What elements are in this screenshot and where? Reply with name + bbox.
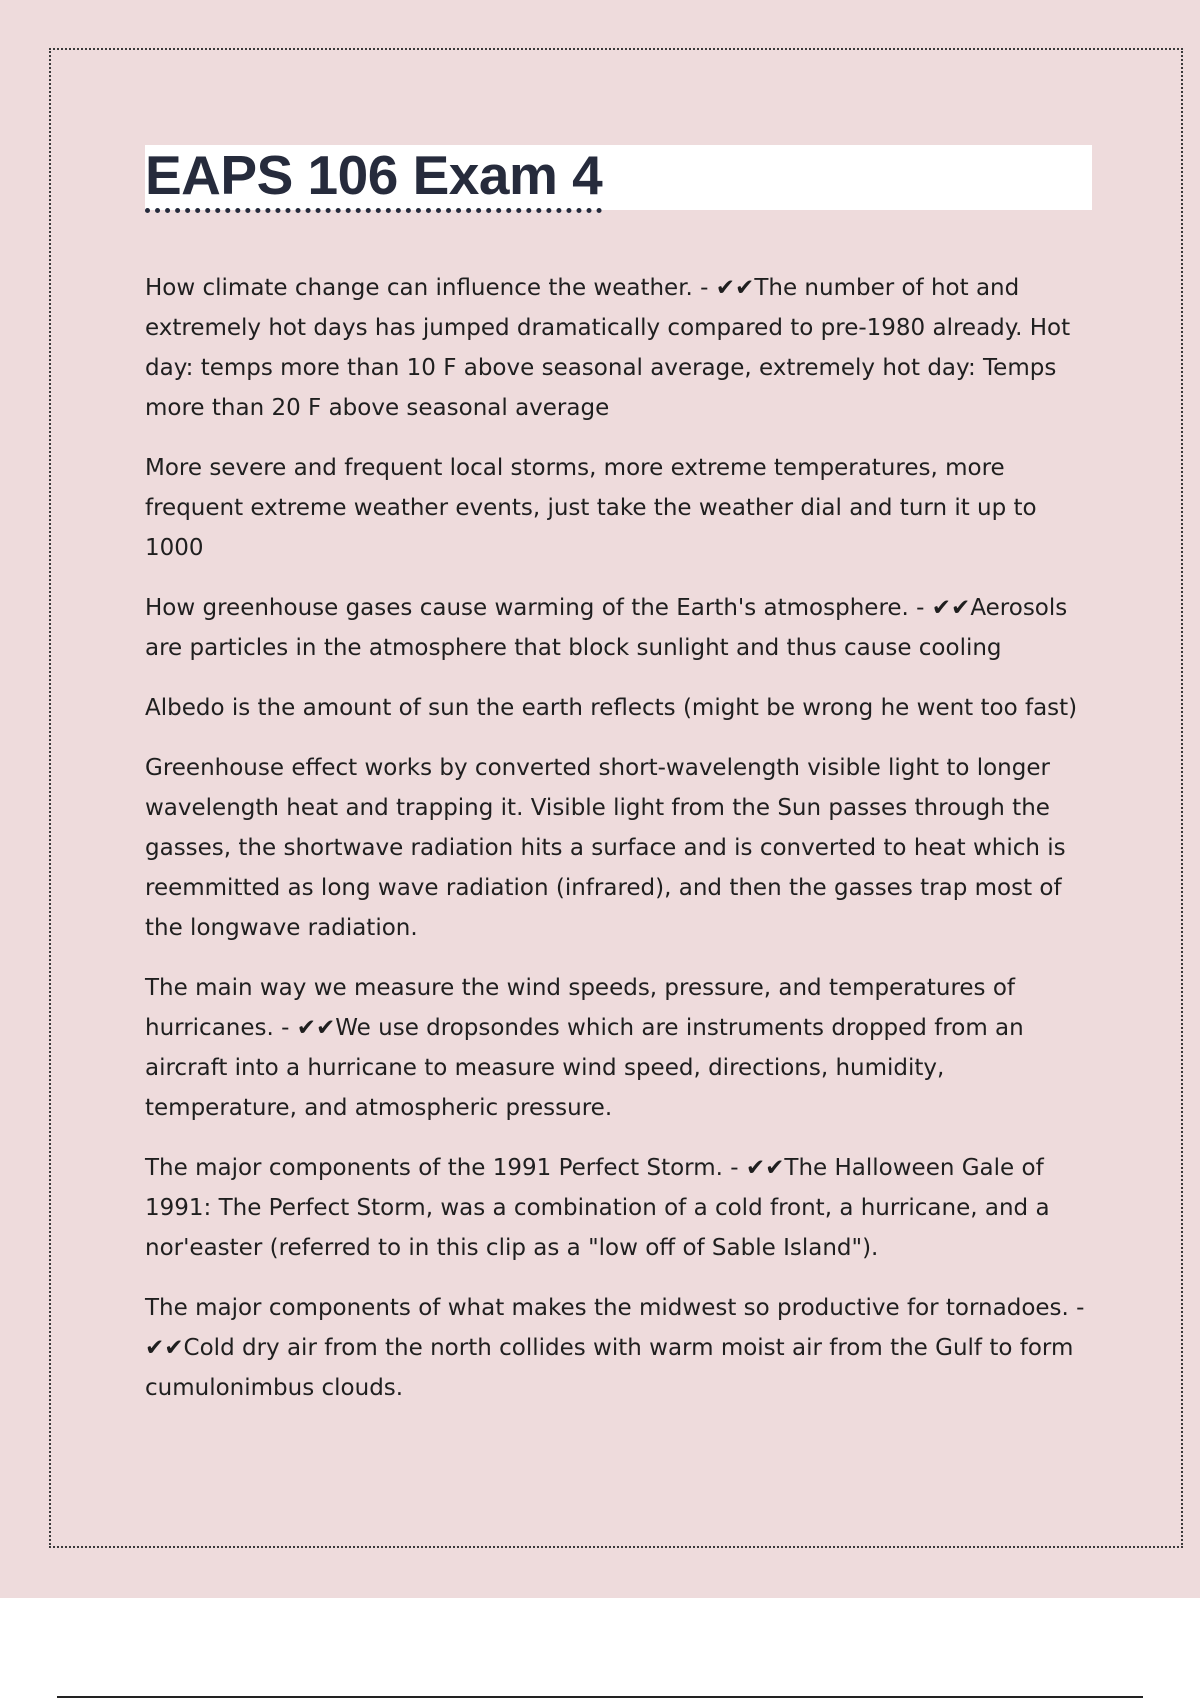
paragraph-hurricane-measurement: The main way we measure the wind speeds, pressure, and temperatures of hurricanes. - ✔✔We use dropsondes which are instruments dropped from an aircraft into a hurricane to measure wind speed, directions, humidity, temperature, and atmospheric pressure. (145, 975, 1024, 1121)
document-title: EAPS 106 Exam 4 (145, 142, 602, 213)
paragraph-greenhouse-effect: Greenhouse effect works by converted short-wavelength visible light to longer wavelength heat and trapping it. Visible light from the Sun passes through the gasses, the shortwave radiation hits a surface and is converted to heat which is reemmitted as long wave radiation (infrared), and then the gasses trap most of the longwave radiation. (145, 755, 1066, 941)
paragraph-climate-change: How climate change can influence the weather. - ✔✔The number of hot and extremely hot days has jumped dramatically compared to pre-1980 already. Hot day: temps more than 10 F above seasonal average, extremely hot day: Temps more than 20 F above seasonal average (145, 275, 1071, 421)
paragraph-severe-storms: More severe and frequent local storms, more extreme temperatures, more frequent extreme weather events, just take the weather dial and turn it up to 1000 (145, 455, 1037, 561)
paragraph-greenhouse-gases: How greenhouse gases cause warming of the Earth's atmosphere. - ✔✔Aerosols are particles in the atmosphere that block sunlight and thus cause cooling (145, 595, 1068, 661)
footer-rule (57, 1696, 1143, 1698)
paragraph-midwest-tornadoes: The major components of what makes the midwest so productive for tornadoes. - ✔✔Cold dry air from the north collides with warm moist air from the Gulf to form cumulonimbus clouds. (145, 1295, 1085, 1401)
paragraph-albedo: Albedo is the amount of sun the earth reflects (might be wrong he went too fast) (145, 695, 1078, 721)
document-body (145, 268, 1095, 1428)
paragraph-perfect-storm: The major components of the 1991 Perfect Storm. - ✔✔The Halloween Gale of 1991: The Perfect Storm, was a combination of a cold front, a hurricane, and a nor'easter (referred to in this clip as a "low off of Sable Island"). (145, 1155, 1050, 1261)
